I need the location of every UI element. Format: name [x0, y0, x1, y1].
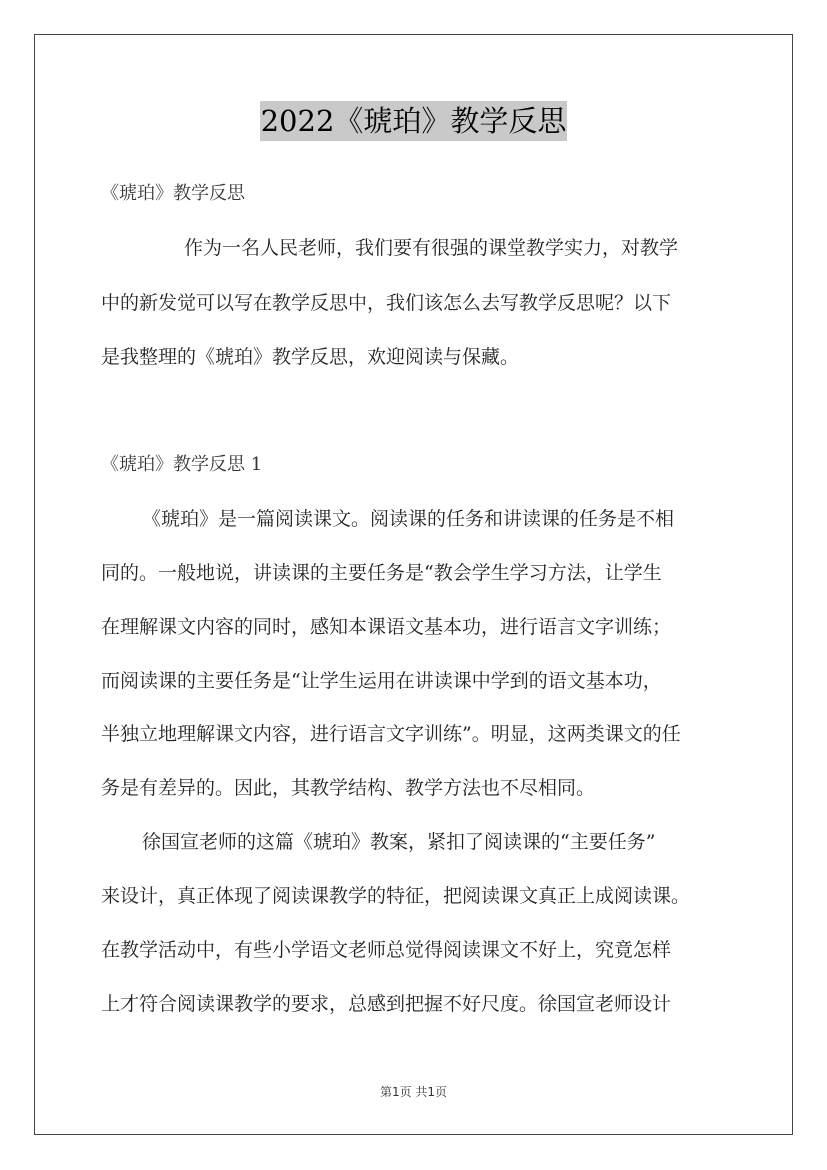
paragraph1-line-4: 而阅读课的主要任务是“让学生运用在讲读课中学到的语文基本功，: [101, 670, 662, 692]
section-heading-1: 《琥珀》教学反思 1: [101, 454, 263, 475]
paragraph1-line-3: 在理解课文内容的同时，感知本课语文基本功，进行语言文字训练；: [101, 616, 672, 638]
paragraph2-line-4: 上才符合阅读课教学的要求，总感到把握不好尺度。徐国宣老师设计: [101, 993, 672, 1015]
intro-line-3: 是我整理的《琥珀》教学反思，欢迎阅读与保藏。: [101, 346, 520, 368]
intro-line-2: 中的新发觉可以写在教学反思中，我们该怎么去写教学反思呢？以下: [101, 292, 672, 314]
paragraph1-line-5: 半独立地理解课文内容，进行语言文字训练”。明显，这两类课文的任: [101, 723, 681, 745]
paragraph1-line-1: 《琥珀》是一篇阅读课文。阅读课的任务和讲读课的任务是不相: [142, 508, 675, 530]
paragraph1-line-2: 同的。一般地说，讲读课的主要任务是“教会学生学习方法，让学生: [101, 562, 662, 584]
intro-line-1: 作为一名人民老师，我们要有很强的课堂教学实力，对教学: [184, 237, 679, 259]
document-title: 2022《琥珀》教学反思: [260, 101, 567, 141]
paragraph1-line-6: 务是有差异的。因此，其教学结构、教学方法也不尽相同。: [101, 777, 596, 799]
page-footer: 第1页 共1页: [379, 1085, 448, 1099]
paragraph2-line-3: 在教学活动中，有些小学语文老师总觉得阅读课文不好上，究竟怎样: [101, 939, 672, 961]
paragraph2-line-2: 来设计，真正体现了阅读课教学的特征，把阅读课文真正上成阅读课。: [101, 885, 691, 907]
document-subtitle: 《琥珀》教学反思: [101, 183, 245, 204]
paragraph2-line-1: 徐国宣老师的这篇《琥珀》教案，紧扣了阅读课的“主要任务”: [142, 831, 656, 853]
